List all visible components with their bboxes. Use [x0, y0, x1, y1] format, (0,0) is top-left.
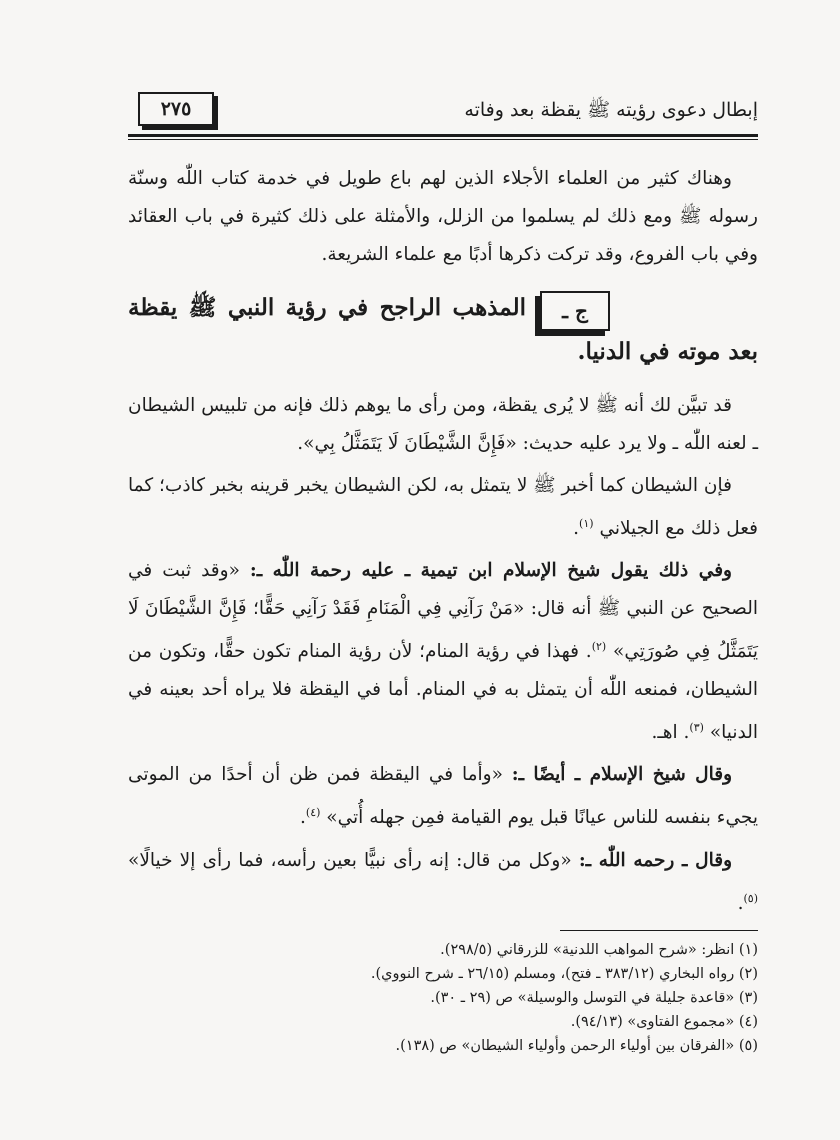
paragraph-3 [128, 552, 758, 752]
intro-paragraph: وهناك كثير من العلماء الأجلاء الذين لهم باع طويل في خدمة كتاب اللّٰه وسنّة رسوله ﷺ ومع ذلك لم يسلموا من الزلل، والأمثلة على ذلك كثيرة في باب العقائد وفي باب الفروع، وقد تركت ذكرها أدبًا مع علماء الشريعة. [128, 168, 758, 265]
footnote-item: (٢) رواه البخاري (٣٨٣/١٢ ـ فتح)، ومسلم (٢٦/١٥ ـ شرح النووي). [370, 966, 758, 982]
footnote-ref-2: (٢) [591, 640, 607, 654]
paragraph-4-end: . [300, 807, 306, 829]
footnote-separator [560, 930, 758, 931]
header-title: إبطال دعوى رؤيته ﷺ يقظة بعد وفاته [464, 99, 758, 121]
paragraph-2 [128, 467, 758, 548]
paragraph-5-text: «وكل من قال: إنه رأى نبيًّا بعين رأسه، فما رأى إلا خيالًا» [128, 849, 572, 871]
footnote-item: (١) انظر: «شرح المواهب اللدنية» للزرقاني (٢٩٨/٥). [440, 942, 758, 958]
footnote-ref-4: (٤) [305, 806, 321, 820]
paragraph-4 [128, 756, 758, 837]
section-heading [128, 286, 758, 376]
header-rule-thick [128, 134, 758, 137]
paragraph-4-lead: وقال شيخ الإسلام ـ أيضًا ـ: [511, 764, 732, 786]
main-body [128, 387, 758, 923]
footnote-ref-5: (٥) [743, 891, 758, 905]
paragraph-3-end: . اهـ. [651, 722, 690, 744]
section-title: المذهب الراجح في رؤية النبي ﷺ يقظة بعد موته في الدنيا. [128, 294, 758, 365]
paragraph-5-lead: وقال ـ رحمه اللّٰه ـ: [578, 849, 732, 871]
running-header [128, 92, 758, 132]
paragraph-3-text: «وقد ثبت في الصحيح عن النبي ﷺ أنه قال: «مَنْ رَآنِي فِي الْمَنَامِ فَقَدْ رَآنِي حَقًّا؛ فَإِنَّ الشَّيْطَانَ لَا يَتَمَثَّلُ فِي صُورَتِي» [128, 560, 759, 663]
paragraph-5-end: . [737, 892, 744, 914]
footnote-item: (٥) «الفرقان بين أولياء الرحمن وأولياء الشيطان» ص (١٣٨). [395, 1038, 758, 1054]
paragraph-1: قد تبيَّن لك أنه ﷺ لا يُرى يقظة، ومن رأى ما يوهم ذلك فإنه من تلبيس الشيطان ـ لعنه اللّٰه ـ ولا يرد عليه حديث: «فَإِنَّ الشَّيْطَانَ لَا يَتَمَثَّلُ بِي». [128, 395, 758, 454]
paragraph-3-text-2: . فهذا في رؤية المنام؛ لأن رؤية المنام تكون حقًّا، وتكون من الشيطان، فمنعه اللّٰه أن يتمثل به في المنام. أما في اليقظة فلا يراه أحد بعينه في الدنيا» [128, 641, 758, 744]
footnotes [300, 938, 758, 1058]
paragraph-5 [128, 842, 758, 923]
footnote-ref-3: (٣) [689, 721, 704, 735]
footnote-item: (٣) «قاعدة جليلة في التوسل والوسيلة» ص (٢٩ ـ ٣٠). [430, 990, 758, 1006]
intro-block [128, 160, 758, 274]
header-rule-thin [128, 139, 758, 140]
footnote-item: (٤) «مجموع الفتاوى» (٩٤/١٣). [570, 1014, 758, 1030]
paragraph-3-lead: وفي ذلك يقول شيخ الإسلام ابن تيمية ـ عليه رحمة اللّٰه ـ: [249, 560, 732, 582]
paragraph-2-text: فإن الشيطان كما أخبر ﷺ لا يتمثل به، لكن الشيطان يخبر قرينه بخبر كاذب؛ كما فعل ذلك مع الجيلاني [128, 475, 758, 540]
footnote-ref-1: (١) [579, 517, 594, 530]
section-letter-box: ج ـ [540, 291, 610, 331]
paragraph-4-text: «وأما في اليقظة فمن ظن أن أحدًا من الموتى يجيء بنفسه للناس عيانًا قبل يوم القيامة فمِن جهله أُتي» [128, 764, 758, 829]
paragraph-2-end: . [573, 518, 580, 540]
page-number: ٢٧٥ [138, 92, 214, 126]
